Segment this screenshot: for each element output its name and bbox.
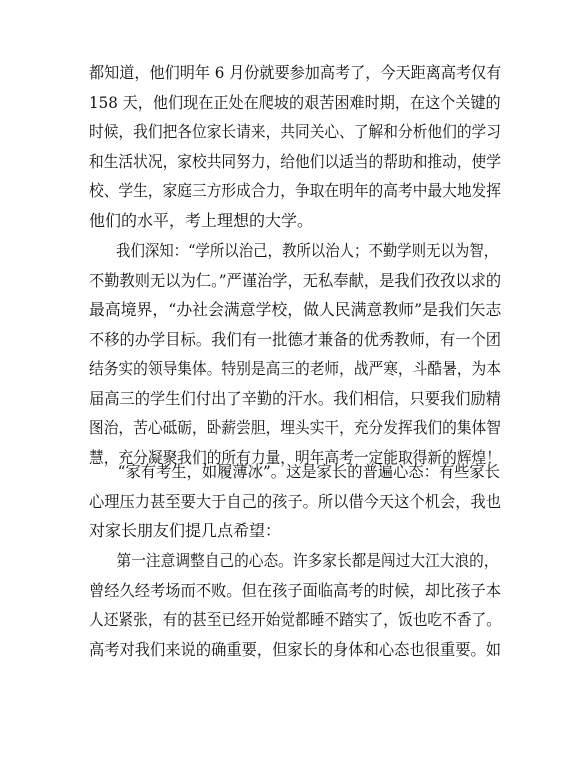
text-line: 都知道，他们明年 6 月份就要参加高考了，今天距离高考仅有 (89, 63, 502, 82)
text-line: 慧，充分凝聚我们的所有力量，明年高考一定能取得新的辉煌！ (89, 447, 501, 467)
text-line: 不移的办学目标。我们有一批德才兼备的优秀教师，有一个团 (89, 329, 502, 349)
paragraph-first-point (89, 546, 501, 664)
text-line: 结务实的领导集体。特别是高三的老师，战严寒，斗酷暑，为本 (89, 359, 501, 378)
text-line: 高考对我们来说的确重要，但家长的身体和心态也很重要。如 (89, 639, 502, 659)
text-line: 第一注意调整自己的心态。许多家长都是闯过大江大浪的， (116, 551, 499, 570)
text-line: 他们的水平，考上理想的大学。 (89, 210, 314, 230)
text-line: 校、学生，家庭三方形成合力，争取在明年的高考中最大地发挥 (89, 181, 501, 200)
text-line: 不勤教则无以为仁。”严谨治学，无私奉献，是我们孜孜以求的 (89, 270, 502, 290)
text-line: 心理压力甚至要大于自己的孩子。所以借今天这个机会，我也 (89, 491, 502, 511)
text-line: 届高三的学生们付出了辛勤的汗水。我们相信，只要我们励精 (89, 388, 502, 408)
text-line: 和生活状况，家校共同努力，给他们以适当的帮助和推动，使学 (89, 151, 501, 171)
text-line: 时候，我们把各位家长请来，共同关心、了解和分析他们的学习 (89, 122, 501, 141)
text-line: 曾经久经考场而不败。但在孩子面临高考的时候，却比孩子本 (89, 580, 502, 600)
paragraph-parent-mindset (89, 457, 501, 546)
text-line: 图治，苦心砥砺，卧薪尝胆，埋头实干，充分发挥我们的集体智 (89, 418, 501, 437)
text-line: 对家长朋友们提几点希望： (89, 521, 282, 540)
paragraph-intro (89, 58, 501, 235)
text-line: 最高境界，“办社会满意学校，做人民满意教师”是我们矢志 (89, 300, 502, 319)
text-line: 人还紧张，有的甚至已经开始觉都睡不踏实了，饭也吃不香了。 (89, 610, 501, 629)
text-line: “家有考生，如履薄冰”。这是家长的普遍心态：有些家长 (117, 462, 501, 481)
text-line: 我们深知：“学所以治己，教所以治人；不勤学则无以为智， (116, 241, 499, 260)
paragraph-school-commitment (89, 236, 501, 472)
text-line: 158 天，他们现在正处在爬坡的艰苦困难时期，在这个关键的 (89, 92, 501, 112)
